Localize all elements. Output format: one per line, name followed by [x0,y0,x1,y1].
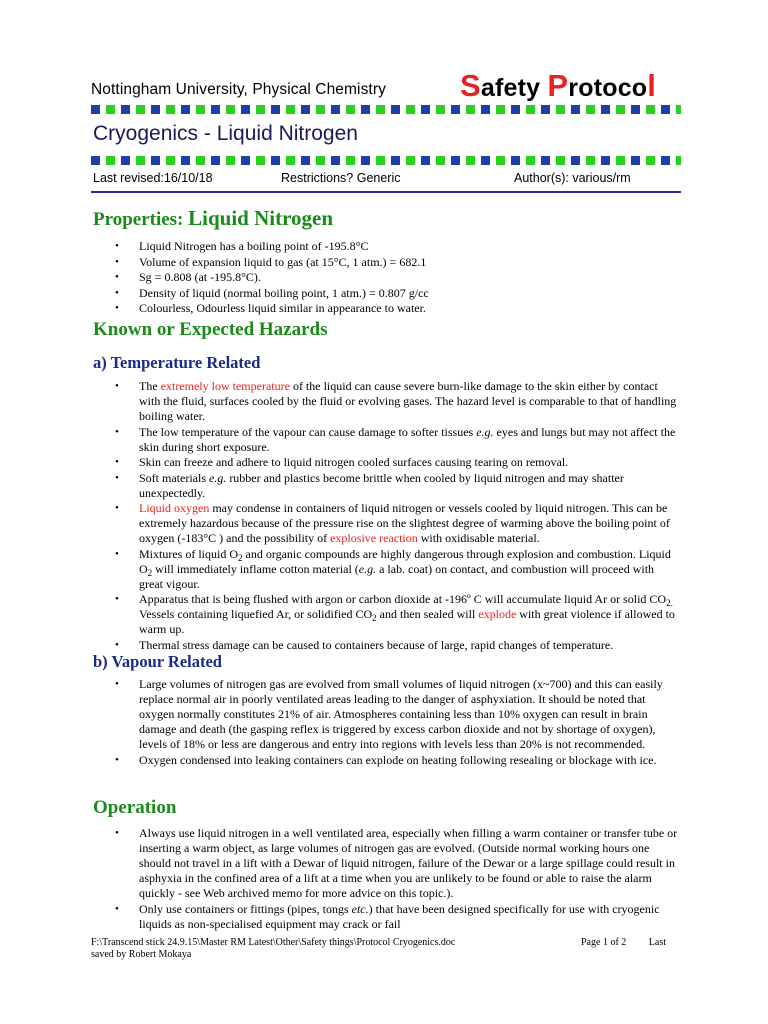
header-rule [91,191,681,193]
list-item: • Thermal stress damage can be caused to containers because of large, rapid changes of temperature. [108,638,680,653]
stripe-block [616,156,625,165]
stripe-block [181,156,190,165]
stripe-block [91,156,100,165]
stripe-block [301,105,310,114]
stripe-block [376,156,385,165]
stripe-block [226,105,235,114]
stripe-block [616,105,625,114]
list-item: • Liquid oxygen may condense in containers of liquid nitrogen or vessels cooled by liquid nitrogen. This can be extremely hazardous because of the pressure rise on the slightest degree of warming above the boiling point of oxygen (-183°C ) and the possibility of explosive reaction with oxidisable material. [108,501,680,546]
stripe-block [526,105,535,114]
stripe-block [256,156,265,165]
stripe-block [631,156,640,165]
stripe-block [481,156,490,165]
logo-s: S [460,68,481,103]
stripe-block [556,105,565,114]
decorative-stripe-bottom [91,156,681,165]
stripe-block [316,156,325,165]
stripe-block [256,105,265,114]
footer [91,937,681,961]
stripe-block [286,156,295,165]
stripe-block [391,105,400,114]
stripe-block [451,105,460,114]
operation-heading: Operation [93,797,177,818]
stripe-block [586,105,595,114]
header-org: Nottingham University, Physical Chemistry [91,81,386,98]
stripe-block [151,156,160,165]
list-item: • Volume of expansion liquid to gas (at 15°C, 1 atm.) = 682.1 [108,255,680,270]
stripe-block [271,156,280,165]
stripe-block [646,105,655,114]
list-item: • Large volumes of nitrogen gas are evolved from small volumes of liquid nitrogen (x~700) and this can easily replace normal air in poorly ventilated areas leading to the danger of asphyxiation. It should be noted that oxygen normally constitutes 21% of air. Atmospheres containing less than 10% oxygen can result in brain damage and death (the gasping reflex is triggered by excess carbon dioxide and not by shortage of oxygen), levels of 18% or less are dangerous and entry into regions with levels less than 20% is not recommended. [108,677,680,752]
stripe-block [151,105,160,114]
stripe-block [676,105,681,114]
stripe-block [91,105,100,114]
stripe-block [556,156,565,165]
stripe-block [136,105,145,114]
list-item: • The extremely low temperature of the liquid can cause severe burn-like damage to the skin either by contact with the fluid, surfaces cooled by the fluid or evolving gases. The hazard level is comparable to that of handling boiling water. [108,379,680,424]
stripe-block [676,156,681,165]
operation-list [108,826,680,932]
stripe-block [346,156,355,165]
stripe-block [361,156,370,165]
stripe-block [631,105,640,114]
list-item: • Apparatus that is being flushed with argon or carbon dioxide at -196º C will accumulate liquid Ar or solid $CO_{2.}$ Vessels containing liquefied Ar, or solidified $CO_2$ and then sealed will explode with great violence if allowed to warm up. [108,592,680,637]
list-item: • Mixtures of liquid $O_2$ and organic compounds are highly dangerous through explosion and combustion. Liquid $O_2$ will immediately inflame cotton material (e.g. a lab. coat) on contact, and combustion will proceed with great vigour. [108,547,680,592]
footer-path: F:\Transcend stick 24.9.15\Master RM Latest\Other\Safety things\Protocol Cryogenics.doc [91,937,456,948]
properties-heading [93,206,333,231]
stripe-block [331,105,340,114]
authors: Author(s): various/rm [514,171,631,185]
footer-saved-by: saved by Robert Mokaya [91,949,192,960]
stripe-block [106,105,115,114]
stripe-block [166,105,175,114]
stripe-block [646,156,655,165]
list-item: • Colourless, Odourless liquid similar in appearance to water. [108,301,680,316]
hazards-heading: Known or Expected Hazards [93,319,328,340]
stripe-block [571,156,580,165]
stripe-block [271,105,280,114]
list-item: • Soft materials e.g. rubber and plastics become brittle when cooled by liquid nitrogen and may shatter unexpectedly. [108,471,680,501]
footer-page-info [581,937,666,949]
stripe-block [106,156,115,165]
stripe-block [451,156,460,165]
list-item: • Skin can freeze and adhere to liquid nitrogen cooled surfaces causing tearing on removal. [108,455,680,470]
safety-protocol-logo [460,68,656,104]
last-revised: Last revised:16/10/18 [93,171,213,185]
list-item: • Always use liquid nitrogen in a well ventilated area, especially when filling a warm container or transfer tube or inserting a warm object, as large volumes of nitrogen gas are evolved. (Outside normal working hours one should not travel in a lift with a Dewar of liquid nitrogen, failure of the Dewar or a large spillage could result in asphyxia in the confined area of a lift at a time when you are unlikely to be found or able to raise the alarm quickly - see Web archived memo for more advice on this topic.). [108,826,680,901]
stripe-block [181,105,190,114]
logo-l: l [647,68,657,103]
list-item: • Sg = 0.808 (at -195.8°C). [108,270,680,285]
stripe-block [241,156,250,165]
stripe-block [406,105,415,114]
stripe-block [541,156,550,165]
properties-heading-main: Liquid Nitrogen [188,206,334,230]
stripe-block [421,105,430,114]
footer-page: Page 1 of 2 [581,937,627,948]
stripe-block [571,105,580,114]
stripe-block [511,105,520,114]
stripe-block [661,105,670,114]
stripe-block [241,105,250,114]
stripe-block [166,156,175,165]
stripe-block [436,105,445,114]
stripe-block [211,156,220,165]
temperature-list [108,379,680,653]
stripe-block [586,156,595,165]
stripe-block [421,156,430,165]
stripe-block [406,156,415,165]
stripe-block [481,105,490,114]
list-item: • Oxygen condensed into leaking containers can explode on heating following resealing or blockage with ice. [108,753,680,768]
restrictions: Restrictions? Generic [281,171,401,185]
stripe-block [226,156,235,165]
stripe-block [496,105,505,114]
stripe-block [466,156,475,165]
stripe-block [436,156,445,165]
stripe-block [601,156,610,165]
vapour-list [108,677,680,768]
stripe-block [286,105,295,114]
logo-rotoco: rotoco [568,74,648,102]
list-item: • Only use containers or fittings (pipes, tongs etc.) that have been designed specifically for use with cryogenic liquids as non-specialised equipment may crack or fail [108,902,680,932]
properties-heading-prefix: Properties: [93,209,189,230]
list-item: • Liquid Nitrogen has a boiling point of -195.8°C [108,239,680,254]
stripe-block [196,156,205,165]
stripe-block [526,156,535,165]
properties-list [108,239,680,317]
stripe-block [601,105,610,114]
stripe-block [511,156,520,165]
logo-p: P [547,68,569,103]
document-title: Cryogenics - Liquid Nitrogen [93,122,358,145]
decorative-stripe-top [91,105,681,114]
stripe-block [136,156,145,165]
stripe-block [541,105,550,114]
stripe-block [301,156,310,165]
stripe-block [331,156,340,165]
stripe-block [376,105,385,114]
temperature-heading: a) Temperature Related [93,353,261,372]
stripe-block [316,105,325,114]
stripe-block [661,156,670,165]
footer-last: Last [648,937,666,948]
list-item: • Density of liquid (normal boiling point, 1 atm.) = 0.807 g/cc [108,286,680,301]
stripe-block [391,156,400,165]
list-item: • The low temperature of the vapour can cause damage to softer tissues e.g. eyes and lungs but may not affect the skin during short exposure. [108,425,680,455]
stripe-block [196,105,205,114]
stripe-block [361,105,370,114]
stripe-block [466,105,475,114]
stripe-block [346,105,355,114]
logo-afety: afety [480,74,548,102]
stripe-block [496,156,505,165]
stripe-block [121,156,130,165]
stripe-block [211,105,220,114]
stripe-block [121,105,130,114]
vapour-heading: b) Vapour Related [93,652,222,671]
